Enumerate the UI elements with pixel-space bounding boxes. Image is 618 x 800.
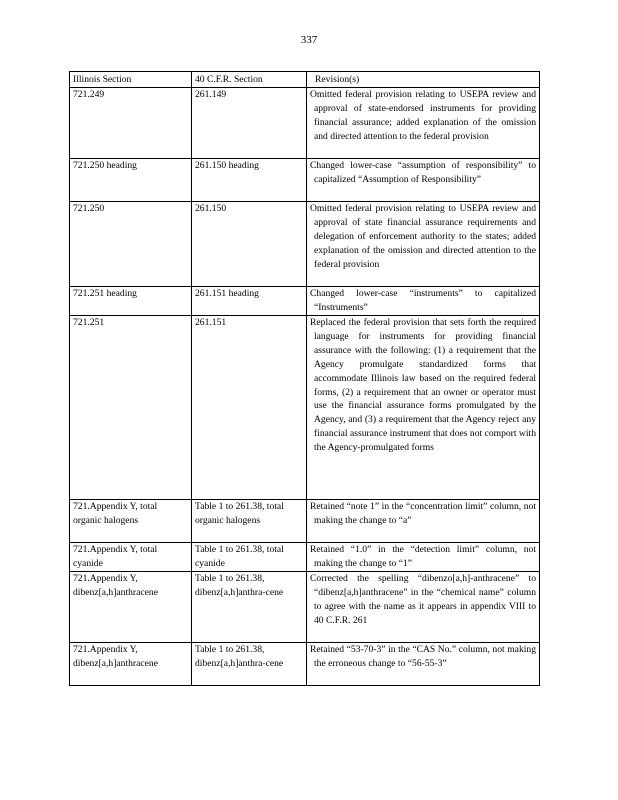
cfr-section-cell: 261.149: [192, 88, 307, 159]
header-cfr-section: 40 C.F.R. Section: [192, 72, 307, 88]
header-revisions: Revision(s): [307, 72, 540, 88]
table-row: [70, 88, 540, 159]
header-illinois-section: Illinois Section: [70, 72, 192, 88]
revision-table: [69, 71, 540, 686]
cfr-section-cell: Table 1 to 261.38, dibenz[a,h]anthra-cene: [192, 643, 307, 686]
illinois-section-cell: 721.Appendix Y, total cyanide: [70, 543, 192, 572]
illinois-section-cell: 721.250: [70, 202, 192, 287]
cfr-section-cell: Table 1 to 261.38, dibenz[a,h]anthra-cene: [192, 572, 307, 643]
revision-cell: [307, 88, 540, 159]
illinois-section-cell: 721.251: [70, 316, 192, 500]
cfr-section-cell: 261.151: [192, 316, 307, 500]
revision-text: Omitted federal provision relating to USEPA review and approval of state-endorsed instruments for providing financial assurance; added explanation of the omission and directed attention to the federal provision: [310, 89, 536, 142]
illinois-section-cell: 721.251 heading: [70, 287, 192, 316]
revision-cell: [307, 643, 540, 686]
revision-cell: [307, 316, 540, 500]
table-row: [70, 543, 540, 572]
cfr-section-cell: Table 1 to 261.38, total cyanide: [192, 543, 307, 572]
table-row: [70, 500, 540, 543]
page-number: 337: [300, 34, 318, 46]
revision-cell: [307, 543, 540, 572]
table-row: [70, 643, 540, 686]
cfr-section-cell: 261.150: [192, 202, 307, 287]
cfr-section-cell: Table 1 to 261.38, total organic halogens: [192, 500, 307, 543]
table-row: [70, 287, 540, 316]
cfr-section-cell: 261.150 heading: [192, 159, 307, 202]
revision-text: Corrected the spelling “dibenzo[a,h]-anthracene” to “dibenz[a,h]anthracene” in the “chemical name” column to agree with the name as it appears in appendix VIII to 40 C.F.R. 261: [310, 573, 536, 626]
table-row: [70, 202, 540, 287]
table-header-row: [70, 72, 540, 88]
revision-text: Retained “53-70-3” in the “CAS No.” column, not making the erroneous change to “56-55-3”: [310, 644, 536, 669]
revision-text: Omitted federal provision relating to USEPA review and approval of state financial assurance requirements and delegation of enforcement authority to the states; added explanation of the omission and directed attention to the federal provision: [310, 203, 536, 270]
illinois-section-cell: 721.Appendix Y, total organic halogens: [70, 500, 192, 543]
revision-text: Retained “note 1” in the “concentration limit” column, not making the change to “a”: [310, 501, 536, 526]
table-row: [70, 159, 540, 202]
illinois-section-cell: 721.249: [70, 88, 192, 159]
illinois-section-cell: 721.Appendix Y, dibenz[a,h]anthracene: [70, 572, 192, 643]
illinois-section-cell: 721.Appendix Y, dibenz[a,h]anthracene: [70, 643, 192, 686]
revision-cell: [307, 287, 540, 316]
revision-text: Retained “1.0” in the “detection limit” column, not making the change to “1”: [310, 544, 536, 569]
revision-cell: [307, 500, 540, 543]
illinois-section-cell: 721.250 heading: [70, 159, 192, 202]
cfr-section-cell: 261.151 heading: [192, 287, 307, 316]
revision-text: Replaced the federal provision that sets forth the required language for instruments for providing financial assurance with the following: (1) a requirement that the Agency promulgate standardized forms that accommodate Illinois law based on the required federal forms, (2) a requirement that an owner or operator must use the financial assurance forms promulgated by the Agency, and (3) a requirement that the Agency reject any financial assurance instrument that does not comport with the Agency-promulgated forms: [310, 317, 536, 454]
table-row: [70, 572, 540, 643]
revision-cell: [307, 572, 540, 643]
table-row: [70, 316, 540, 500]
revision-cell: [307, 159, 540, 202]
revision-text: Changed lower-case “instruments” to capitalized “Instruments”: [310, 288, 536, 313]
revision-cell: [307, 202, 540, 287]
revision-text: Changed lower-case “assumption of responsibility” to capitalized “Assumption of Responsibility”: [310, 160, 536, 185]
